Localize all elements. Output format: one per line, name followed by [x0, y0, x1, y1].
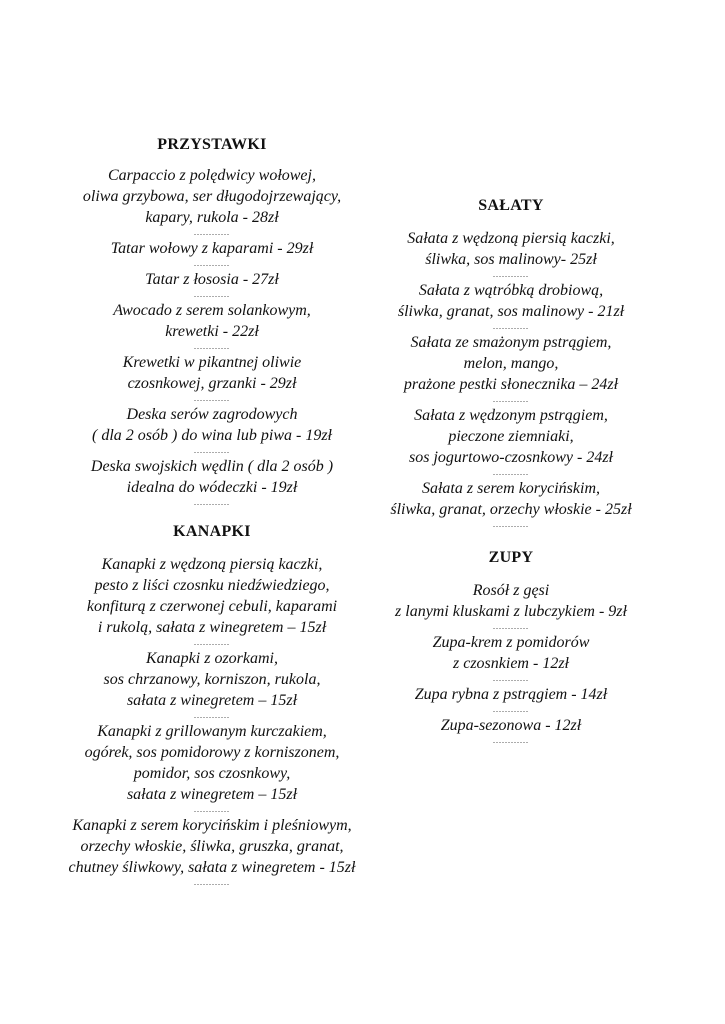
dotted-separator [26, 228, 398, 238]
menu-item-line: Rosół z gęsi [472, 582, 550, 599]
menu-item-line: pomidor, sos czosnkowy, [133, 765, 291, 782]
menu-item-line: czosnkowej, grzanki - 29zł [127, 375, 297, 392]
section-title: ZUPY [488, 549, 534, 566]
menu-item-line: pieczone ziemniaki, [448, 428, 574, 445]
dotted-separator [360, 468, 662, 478]
menu-item [26, 554, 398, 638]
dotted-separator [360, 674, 662, 684]
menu-item-line: sałata z winegretem – 15zł [126, 692, 298, 709]
menu-item-line: śliwka, granat, sos malinowy - 21zł [397, 303, 625, 320]
menu-item-line: Deska serów zagrodowych [126, 406, 298, 423]
dotted-separator [26, 446, 398, 456]
menu-item-line: ( dla 2 osób ) do wina lub piwa - 19zł [91, 427, 332, 444]
dotted-separator [26, 498, 398, 508]
left-column [26, 135, 398, 888]
dotted-separator [26, 342, 398, 352]
dotted-separator [26, 638, 398, 648]
dotted-separator [360, 270, 662, 280]
section-kanapki [26, 522, 398, 888]
dotted-separator [26, 290, 398, 300]
dotted-separator [360, 395, 662, 405]
section-title: PRZYSTAWKI [157, 136, 267, 153]
dotted-separator [360, 322, 662, 332]
menu-item [26, 238, 398, 259]
menu-item-line: Awocado z serem solankowym, [113, 302, 311, 319]
menu-item [26, 648, 398, 711]
menu-item-line: śliwka, sos malinowy- 25zł [425, 251, 597, 268]
menu-item-line: konfiturą z czerwonej cebuli, kaparami [86, 598, 338, 615]
menu-item [26, 815, 398, 878]
section-salaty [360, 196, 662, 530]
dotted-separator [26, 805, 398, 815]
menu-item-line: idealna do wódeczki - 19zł [126, 479, 298, 496]
menu-item-line: Kanapki z wędzoną piersią kaczki, [101, 556, 323, 573]
menu-item [360, 715, 662, 736]
dotted-separator [26, 878, 398, 888]
menu-item [360, 228, 662, 270]
dotted-separator [360, 520, 662, 530]
menu-item [26, 456, 398, 498]
right-column [360, 196, 662, 746]
menu-item [360, 478, 662, 520]
menu-item [360, 332, 662, 395]
menu-item [360, 632, 662, 674]
menu-item-line: pesto z liści czosnku niedźwiedziego, [94, 577, 330, 594]
menu-item-line: Kanapki z ozorkami, [146, 650, 278, 667]
menu-item [26, 300, 398, 342]
menu-item-line: Sałata z wątróbką drobiową, [418, 282, 604, 299]
menu-item [360, 684, 662, 705]
menu-item-line: oliwa grzybowa, ser długodojrzewający, [82, 188, 342, 205]
dotted-separator [360, 622, 662, 632]
menu-item-line: śliwka, granat, orzechy włoskie - 25zł [390, 501, 632, 518]
menu-item [26, 165, 398, 228]
menu-item-line: sos chrzanowy, korniszon, rukola, [103, 671, 321, 688]
menu-item-line: orzechy włoskie, śliwka, gruszka, granat, [80, 838, 344, 855]
menu-item-line: sałata z winegretem – 15zł [126, 786, 298, 803]
menu-item-line: Kanapki z grillowanym kurczakiem, [97, 723, 327, 740]
menu-item-line: ogórek, sos pomidorowy z korniszonem, [84, 744, 340, 761]
menu-item-line: chutney śliwkowy, sałata z winegretem - 15zł [68, 859, 356, 876]
section-title: SAŁATY [478, 197, 544, 214]
menu-item-line: sos jogurtowo-czosnkowy - 24zł [409, 449, 613, 466]
dotted-separator [26, 711, 398, 721]
menu-item-line: Zupa-krem z pomidorów [432, 634, 590, 651]
section-title: KANAPKI [173, 523, 251, 540]
menu-item [360, 280, 662, 322]
dotted-separator [360, 736, 662, 746]
section-zupy [360, 548, 662, 746]
menu-item-line: prażone pestki słonecznika – 24zł [403, 376, 619, 393]
menu-item-line: Krewetki w pikantnej oliwie [122, 354, 302, 371]
menu-item-line: z czosnkiem - 12zł [453, 655, 569, 672]
menu-item [26, 404, 398, 446]
menu-item [26, 352, 398, 394]
dotted-separator [360, 705, 662, 715]
dotted-separator [26, 259, 398, 269]
menu-item-line: Tatar wołowy z kaparami - 29zł [110, 240, 314, 257]
menu-item-line: kapary, rukola - 28zł [145, 209, 279, 226]
menu-item-line: Sałata z wędzonym pstrągiem, [414, 407, 608, 424]
menu-item-line: Sałata z serem korycińskim, [421, 480, 601, 497]
menu-item-line: Kanapki z serem korycińskim i pleśniowym, [72, 817, 352, 834]
menu-item [360, 405, 662, 468]
menu-item-line: Zupa-sezonowa - 12zł [440, 717, 582, 734]
menu-item-line: Sałata ze smażonym pstrągiem, [410, 334, 612, 351]
dotted-separator [26, 394, 398, 404]
menu-item-line: melon, mango, [463, 355, 559, 372]
menu-item [360, 580, 662, 622]
menu-item-line: i rukolą, sałata z winegretem – 15zł [97, 619, 327, 636]
menu-item [26, 269, 398, 290]
menu-item-line: Carpaccio z polędwicy wołowej, [108, 167, 316, 184]
menu-item-line: Zupa rybna z pstrągiem - 14zł [414, 686, 608, 703]
menu-item-line: z lanymi kluskami z lubczykiem - 9zł [395, 603, 627, 620]
menu-item-line: Tatar z łososia - 27zł [145, 271, 279, 288]
menu-item-line: Sałata z wędzoną piersią kaczki, [407, 230, 615, 247]
menu-item [26, 721, 398, 805]
menu-item-line: krewetki - 22zł [165, 323, 259, 340]
section-przystawki [26, 135, 398, 508]
menu-item-line: Deska swojskich wędlin ( dla 2 osób ) [90, 458, 334, 475]
